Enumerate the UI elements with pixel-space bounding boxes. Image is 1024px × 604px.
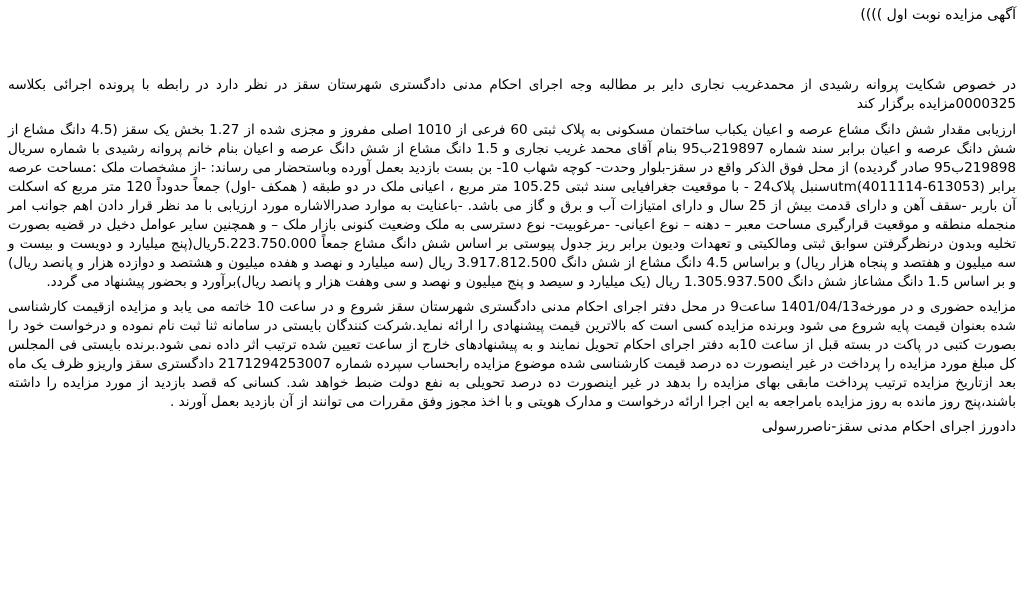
- notice-title: آگهی مزایده نوبت اول )))): [860, 7, 1016, 23]
- intro-paragraph: در خصوص شکایت پروانه رشیدی از محمدغریب نجاری دایر بر مطالبه وجه اجرای احکام مدنی دادگستری شهرستان سقز در نظر دارد در رابطه با پرونده اجرائی بکلاسه 0000325مزایده برگزار کند: [8, 77, 1016, 112]
- auction-terms-paragraph: مزایده حضوری و در مورخه1401/04/13 ساعت9 در محل دفتر اجرای احکام مدنی دادگستری شهرستان سقز شروع و در ساعت 10 خاتمه می یابد و مزایده ازقیمت کارشناسی شده بعنوان قیمت پایه شروع می شود وبرنده مزایده کسی است که بالاترین قیمت پیشنهادی را ارائه نماید.شرکت کنندگان بایستی در سامانه ثنا ثبت نام نموده و درخواست خود را بصورت کتبی در پاکت در بسته قبل از ساعت 10به دفتر اجرای احکام تحویل نمایند و به پیشنهادهای خارج از ساعت تعیین شده ترتیب اثر داده نمی شود.برنده بایستی فی المجلس کل مبلغ مورد مزایده را پرداخت در غیر اینصورت ده درصد قیمت کارشناسی شده موضوع مزایده رابحساب سپرده شماره 2171294253007 دادگستری سقز واریزو ظرف یک ماه بعد ازتاریخ مزایده ترتیب پرداخت مابقی بهای مزایده را بدهد در غیر اینصورت ده درصد تحویلی به نفع دولت ضبط خواهد شد. کسانی که قصد بازدید از مورد مزایده را داشته باشند،پنج روز مانده به روز مزایده بامراجعه به این اجرا ارائه درخواست و مدارک هویتی و با اخذ مجوز وفق مقررات می توانند از آن بازدید بعمل آورند .: [8, 299, 1016, 410]
- valuation-paragraph: ارزیابی مقدار شش دانگ مشاع عرصه و اعیان یکباب ساختمان مسکونی به پلاک ثبتی 60 فرعی از 1010 اصلی مفروز و مجزی شده از 1.27 بخش یک سقز (4.5 دانگ مشاع از شش دانگ عرصه و اعیان برابر سند شماره 219897ب95 بنام آقای محمد غریب نجاری و 1.5 دانگ مشاع از شش دانگ عرصه و اعیان بنام خانم پروانه رشیدی با شماره سریال 219898ب95 صادر گردیده) از محل فوق الذکر واقع در سقز-بلوار وحدت- کوچه شهاب 10- بن بست بازدید بعمل آورده وباستحضار می رساند: -از مشخصات ملک :مساحت عرصه برابر (613053-4011114)utmسنبل پلاک24 - با موقعیت جغرافیایی سند ثبتی 105.25 متر مربع ، اعیانی ملک در دو طبقه ( همکف -اول) جمعاً حدوداً 120 متر مربع که اسکلت آن باربر -سقف آهن و دارای قدمت بیش از 25 سال و دارای امتیازات آب و برق و گاز می باشد. -باعنایت به موارد صدرالاشاره مورد ارزیابی با مد نظر قرار دادن اهم جوانب امر منجمله منطقه و موقعیت قرارگیری مساحت معبر – دهنه – نوع اعیانی- -مرغوبیت- نوع دسترسی به ملک وضعیت کنونی بازار ملک – و همچنین سایر عوامل دخیل در قضیه بصورت تخلیه وبدون درنظرگرفتن سوابق ثبتی ومالکیتی و تعهدات ودیون برابر ریز جدول پیوستی بر اساس شش دانگ مشاع جمعاً 5.223.750.000ریال(پنج میلیارد و دویست و بیست و سه میلیون و هفتصد و پنجاه هزار ریال) و براساس 4.5 دانگ مشاع از شش دانگ 3.917.812.500 ریال (سه میلیارد و نهصد و هفده میلیون و هشتصد و دوازده هزار و پانصد ریال) و بر اساس 1.5 دانگ مشاعاز شش دانگ 1.305.937.500 ریال (یک میلیارد و سیصد و پنج میلیون و نهصد و سی وهفت هزار و پانصد ریال)برآورد و بحضور پیشنهاد می گردد.: [8, 122, 1017, 290]
- signature-line: دادورز اجرای احکام مدنی سقز-ناصررسولی: [761, 419, 1016, 435]
